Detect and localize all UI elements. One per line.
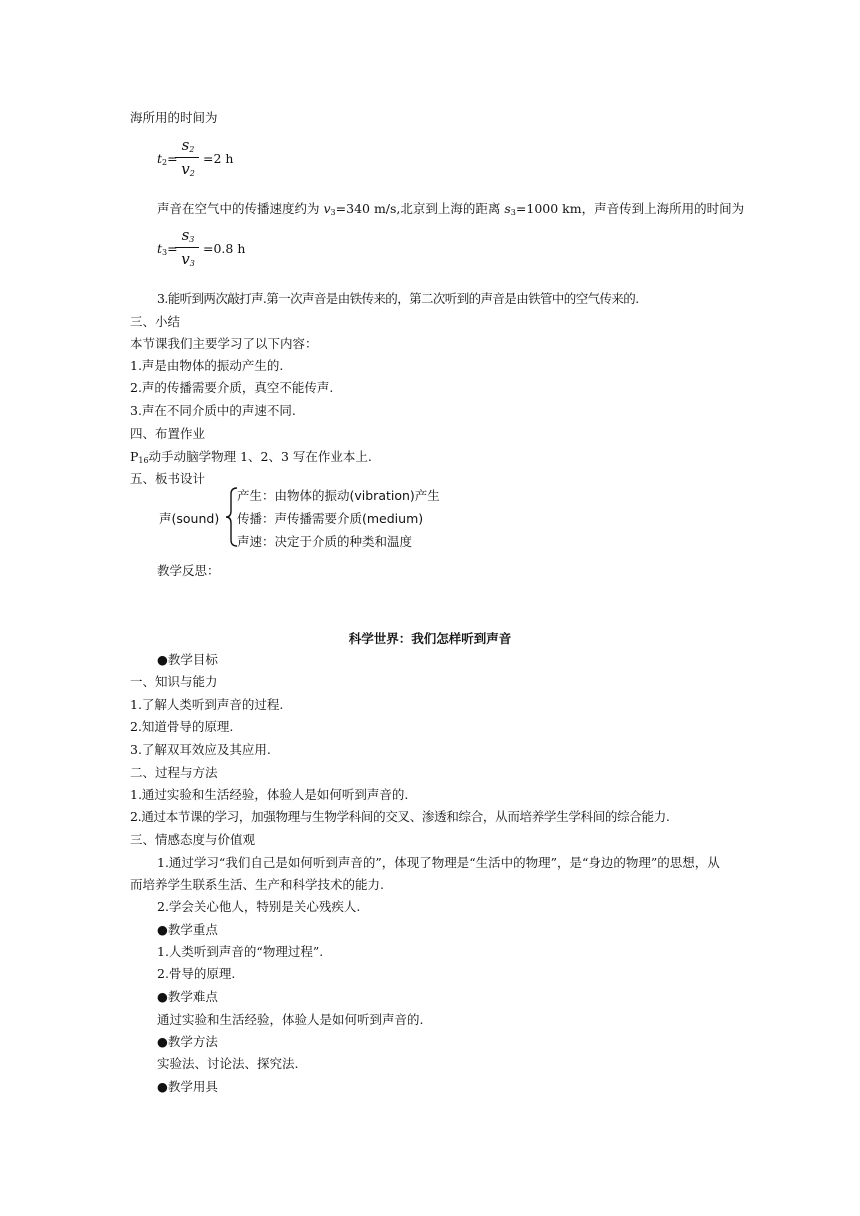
method-heading: ●教学方法: [157, 1034, 218, 1049]
summary-item: 1.声是由物体的振动产生的.: [130, 358, 284, 373]
difficulty-text: 通过实验和生活经验，体验人是如何听到声音的.: [157, 1012, 424, 1027]
board-root-label: 声(sound): [159, 511, 220, 526]
list-item: 1.人类听到声音的“物理过程”.: [157, 944, 324, 959]
method-text: 实验法、讨论法、探究法.: [157, 1056, 299, 1071]
difficulty-heading: ●教学难点: [157, 989, 218, 1004]
homework-heading: 四、布置作业: [130, 426, 206, 441]
summary-item: 2.声的传播需要介质，真空不能传声.: [130, 380, 334, 395]
tools-heading: ●教学用具: [157, 1079, 218, 1094]
homework-text: $P_{16}$动手动脑学物理 1、2、3 写在作业本上.: [130, 449, 372, 465]
air-speed-sentence: 声音在空气中的传播速度约为 $v_3=340$ m/s,北京到上海的距离 $s_3=1000$ km，声音传到上海所用的时间为: [157, 201, 745, 217]
list-item: 1.通过实验和生活经验，体验人是如何听到声音的.: [130, 787, 409, 802]
board-branch: 声速：决定于介质的种类和温度: [237, 534, 413, 549]
board-heading: 五、板书设计: [130, 471, 206, 486]
section-title: 科学世界：我们怎样听到声音: [348, 631, 512, 646]
list-item: 2.通过本节课的学习，加强物理与生物学科间的交叉、渗透和综合，从而培养学生学科间的综合能力.: [130, 809, 670, 824]
summary-intro: 本节课我们主要学习了以下内容：: [130, 336, 318, 351]
key-points-heading: ●教学重点: [157, 922, 218, 937]
text-line: 海所用的时间为: [130, 110, 218, 125]
summary-heading: 三、小结: [130, 314, 181, 329]
answer-line-3: 3.能听到两次敲打声.第一次声音是由铁传来的，第二次听到的声音是由铁管中的空气传来的.: [157, 291, 639, 306]
knowledge-heading: 一、知识与能力: [130, 674, 218, 689]
list-item: 2.知道骨导的原理.: [130, 719, 234, 734]
process-heading: 二、过程与方法: [130, 765, 218, 780]
emotion-item-paragraph: 1.通过学习“我们自己是如何听到声音的”，体现了物理是“生活中的物理”，是“身边的物理”的思想，从而培养学生联系生活、生产和科学技术的能力.: [130, 855, 720, 892]
board-diagram: [157, 485, 487, 549]
list-item: 1.了解人类听到声音的过程.: [130, 697, 284, 712]
list-item: 3.了解双耳效应及其应用.: [130, 742, 271, 757]
list-item: 2.骨导的原理.: [157, 966, 236, 981]
board-branch: 传播：声传播需要介质(medium): [237, 511, 424, 526]
emotion-heading: 三、情感态度与价值观: [130, 832, 256, 847]
board-branch: 产生：由物体的振动(vibration)产生: [237, 488, 440, 503]
summary-item: 3.声在不同介质中的声速不同.: [130, 403, 296, 418]
objectives-heading: ●教学目标: [157, 652, 218, 667]
teaching-reflection: 教学反思：: [157, 563, 220, 578]
list-item: 2.学会关心他人，特别是关心残疾人.: [157, 899, 361, 914]
